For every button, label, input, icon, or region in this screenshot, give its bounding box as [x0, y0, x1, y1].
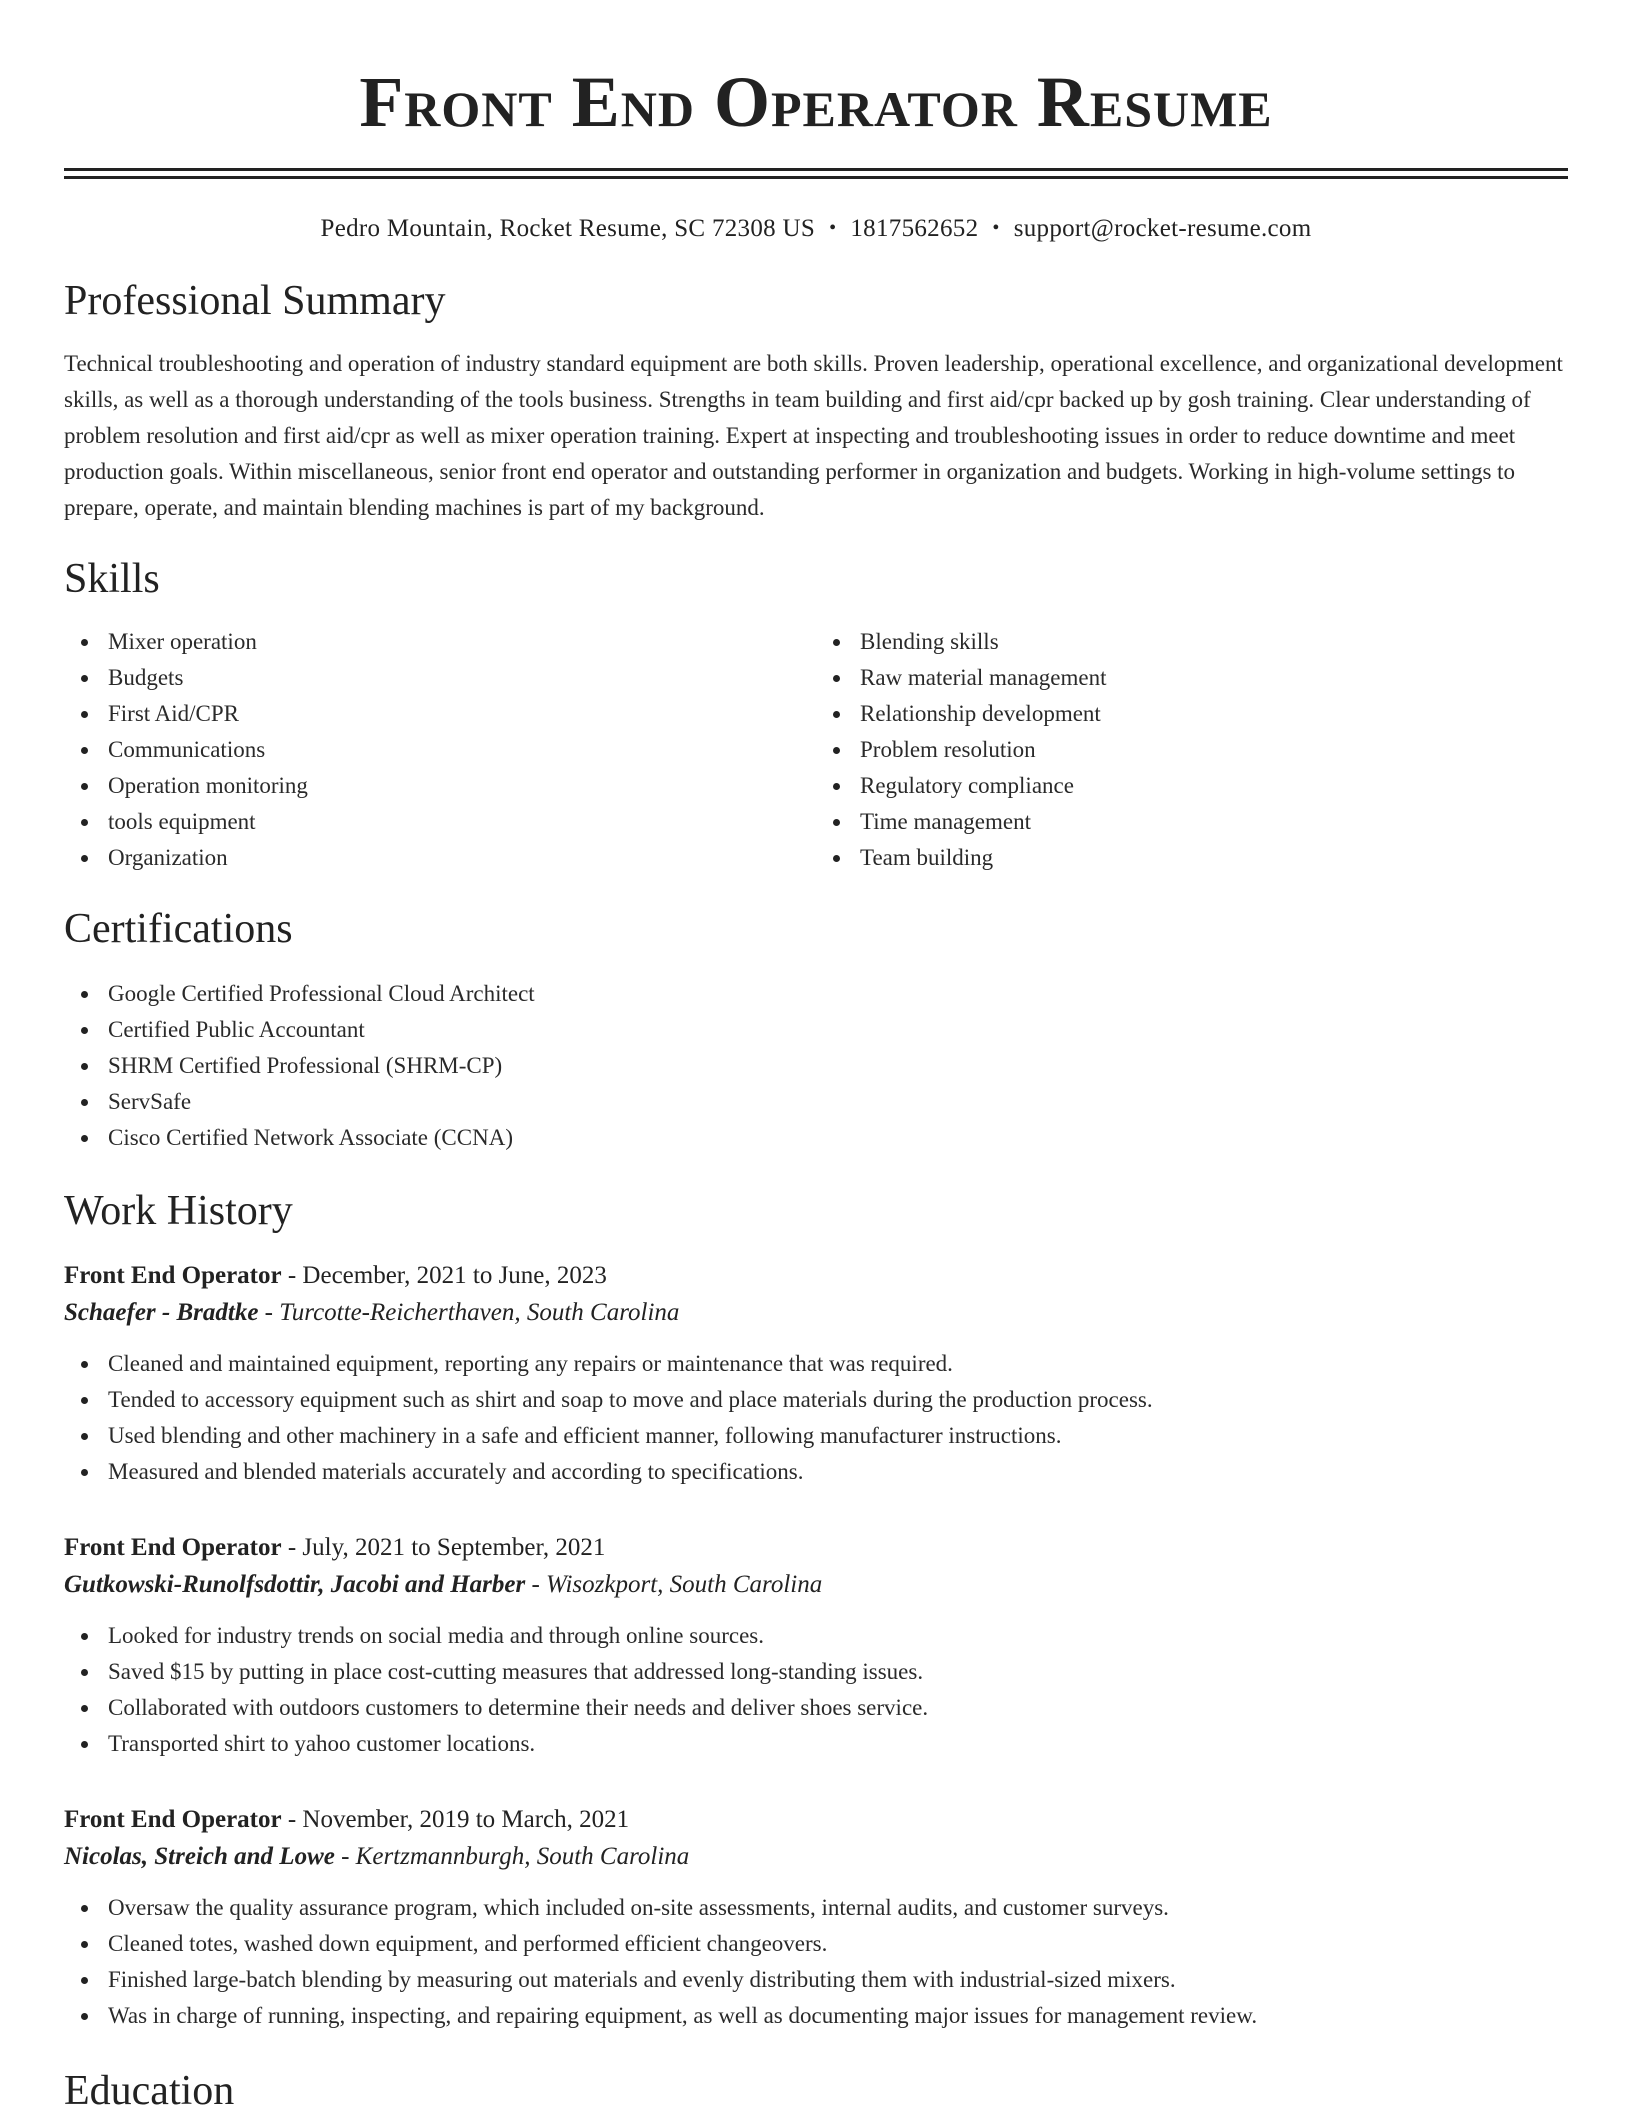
bullet-separator: • [829, 217, 837, 239]
job-dates: July, 2021 to September, 2021 [302, 1534, 606, 1561]
skill-item: Mixer operation [108, 624, 816, 660]
job-dates: November, 2019 to March, 2021 [302, 1806, 630, 1833]
job-role: Front End Operator [64, 1534, 282, 1561]
skill-item: Budgets [108, 660, 816, 696]
job-role: Front End Operator [64, 1806, 282, 1833]
job-duty-item: Measured and blended materials accurately and according to specifications. [108, 1454, 1568, 1490]
job-company: Nicolas, Streich and Lowe [64, 1843, 335, 1870]
job-location: Kertzmannburgh, South Carolina [355, 1843, 690, 1870]
job-duty-item: Cleaned totes, washed down equipment, and performed efficient changeovers. [108, 1926, 1568, 1962]
title-double-rule [64, 168, 1568, 179]
job-company-line: Gutkowski-Runolfsdottir, Jacobi and Harber - Wisozkport, South Carolina [64, 1571, 823, 1598]
certification-item: ServSafe [108, 1084, 1568, 1120]
skills-columns [64, 624, 1568, 876]
summary-heading: Professional Summary [64, 278, 446, 324]
summary-text: Technical troubleshooting and operation of industry standard equipment are both skills. Proven leadership, operational excellence, and organizational development skills, as well as a thorough understanding of the tools business. Strengths in team building and first aid/cpr backed up by gosh training. Clear understanding of problem resolution and first aid/cpr as well as mixer operation training. Expert at inspecting and troubleshooting issues in order to reduce downtime and meet production goals. Within miscellaneous, senior front end operator and outstanding performer in organization and budgets. Working in high-volume settings to prepare, operate, and maintain blending machines is part of my background. [64, 351, 1563, 520]
job-duty-item: Was in charge of running, inspecting, and repairing equipment, as well as documenting major issues for management review. [108, 1998, 1568, 2034]
job-duty-item: Collaborated with outdoors customers to determine their needs and deliver shoes service. [108, 1690, 1568, 1726]
job-company: Schaefer - Bradtke [64, 1299, 259, 1326]
certification-item: Google Certified Professional Cloud Architect [108, 976, 1568, 1012]
education-heading: Education [64, 2068, 235, 2114]
contact-phone: 1817562652 [850, 215, 979, 242]
work-history-heading: Work History [64, 1188, 293, 1234]
skill-item: Team building [860, 840, 1568, 876]
skill-item: Problem resolution [860, 732, 1568, 768]
contact-line [64, 211, 1568, 246]
job-title-line: Front End Operator - December, 2021 to June, 2023 [64, 1262, 607, 1289]
certifications-heading: Certifications [64, 906, 293, 952]
job-duties-list [64, 1890, 1568, 2034]
skills-heading: Skills [64, 556, 160, 602]
job-company: Gutkowski-Runolfsdottir, Jacobi and Harber [64, 1571, 526, 1598]
job-duty-item: Used blending and other machinery in a safe and efficient manner, following manufacturer instructions. [108, 1418, 1568, 1454]
job-role: Front End Operator [64, 1262, 282, 1289]
skill-item: Blending skills [860, 624, 1568, 660]
skill-item: tools equipment [108, 804, 816, 840]
job-company-line: Nicolas, Streich and Lowe - Kertzmannburgh, South Carolina [64, 1843, 690, 1870]
skills-list-left [64, 624, 816, 876]
job-location: Turcotte-Reicherthaven, South Carolina [279, 1299, 680, 1326]
job-entry [64, 1530, 1568, 1762]
job-entry [64, 1258, 1568, 1490]
skill-item: Time management [860, 804, 1568, 840]
skill-item: Raw material management [860, 660, 1568, 696]
job-duty-item: Finished large-batch blending by measuring out materials and evenly distributing them with industrial-sized mixers. [108, 1962, 1568, 1998]
skill-item: Operation monitoring [108, 768, 816, 804]
certification-item: Certified Public Accountant [108, 1012, 1568, 1048]
skill-item: Communications [108, 732, 816, 768]
skill-item: Organization [108, 840, 816, 876]
skills-list-right [816, 624, 1568, 876]
job-entry [64, 1802, 1568, 2034]
bullet-separator: • [992, 217, 1000, 239]
skill-item: First Aid/CPR [108, 696, 816, 732]
skill-item: Relationship development [860, 696, 1568, 732]
certifications-list [64, 976, 1568, 1156]
job-dates: December, 2021 to June, 2023 [302, 1262, 607, 1289]
job-company-line: Schaefer - Bradtke - Turcotte-Reicherthaven, South Carolina [64, 1299, 680, 1326]
contact-address: Pedro Mountain, Rocket Resume, SC 72308 US [320, 215, 816, 242]
job-duties-list [64, 1346, 1568, 1490]
job-title-line: Front End Operator - November, 2019 to March, 2021 [64, 1806, 630, 1833]
job-title-line: Front End Operator - July, 2021 to September, 2021 [64, 1534, 606, 1561]
job-duty-item: Cleaned and maintained equipment, reporting any repairs or maintenance that was required. [108, 1346, 1568, 1382]
job-duty-item: Saved $15 by putting in place cost-cutting measures that addressed long-standing issues. [108, 1654, 1568, 1690]
resume-title: Front End Operator Resume [359, 62, 1273, 142]
job-duty-item: Transported shirt to yahoo customer locations. [108, 1726, 1568, 1762]
job-duty-item: Oversaw the quality assurance program, which included on-site assessments, internal audits, and customer surveys. [108, 1890, 1568, 1926]
certification-item: SHRM Certified Professional (SHRM-CP) [108, 1048, 1568, 1084]
job-location: Wisozkport, South Carolina [546, 1571, 823, 1598]
job-duty-item: Looked for industry trends on social media and through online sources. [108, 1618, 1568, 1654]
job-duties-list [64, 1618, 1568, 1762]
skill-item: Regulatory compliance [860, 768, 1568, 804]
certification-item: Cisco Certified Network Associate (CCNA) [108, 1120, 1568, 1156]
contact-email: support@rocket-resume.com [1013, 215, 1312, 242]
job-duty-item: Tended to accessory equipment such as shirt and soap to move and place materials during the production process. [108, 1382, 1568, 1418]
